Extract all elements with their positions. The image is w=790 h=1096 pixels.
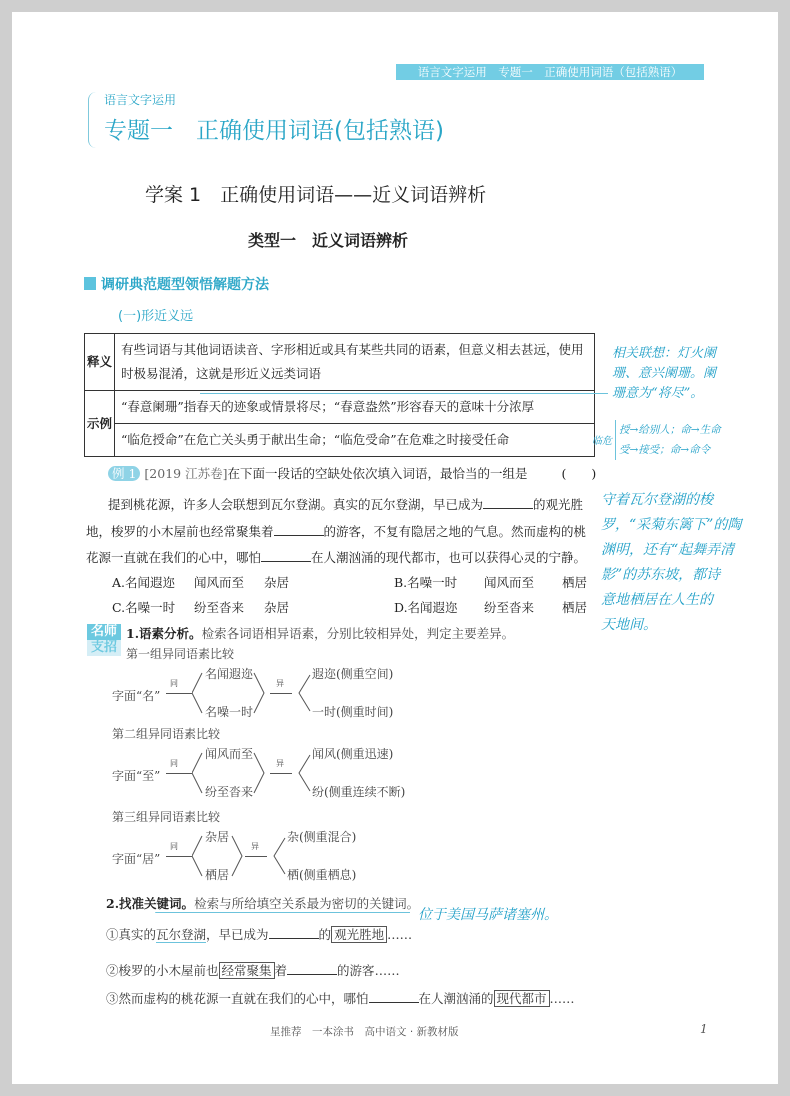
arrow-right-icon — [270, 693, 292, 694]
step-1: 1.语素分析。检索各词语相异语素，分别比较相异处，判定主要差异。 — [126, 626, 515, 641]
arrow-right-icon — [245, 856, 267, 857]
lesson-title: 学案 1 正确使用词语——近义词语辨析 — [145, 184, 487, 206]
chapter-title: 专题一 正确使用词语(包括熟语) — [104, 118, 444, 144]
result-2: 栖(侧重栖息) — [287, 868, 357, 882]
example-badge: 例 1 — [108, 466, 140, 481]
note-arrow-2 — [155, 912, 410, 913]
page-number: 1 — [700, 1022, 708, 1036]
same-label: 同 — [170, 759, 178, 768]
chapter-part: 语言文字运用 — [104, 93, 177, 107]
keyword-2: ②梭罗的小木屋前也 经常聚集 着 的游客…… — [106, 963, 400, 978]
note-line: 授→给别人；命→生命 — [619, 424, 721, 436]
group-root: 字面“名” — [112, 689, 161, 703]
def-line: 时极易混淆，这就是形近义远类词语 — [121, 366, 322, 381]
note-line: 珊、意兴阑珊。阑 — [612, 366, 717, 381]
word-2: 纷至沓来 — [205, 785, 254, 799]
option-c[interactable]: C.名噪一时 — [112, 600, 176, 615]
note-line: 受→接受；命→命令 — [619, 444, 711, 456]
example-question — [108, 464, 596, 482]
note-line: 守着瓦尔登湖的梭 — [601, 492, 713, 508]
blank — [261, 549, 311, 562]
keyword-box: 观光胜地 — [331, 926, 387, 943]
tips-badge: 名师 支招 — [87, 624, 121, 656]
note-line: 渊明，还有“起舞弄清 — [601, 542, 735, 558]
keyword-box: 经常聚集 — [219, 962, 275, 979]
arrow-right-icon — [270, 773, 292, 774]
word-2: 名噪一时 — [205, 705, 254, 719]
def-label: 释义 — [85, 334, 115, 391]
diff-label: 异 — [251, 842, 259, 851]
note-location: 位于美国马萨诸塞州。 — [418, 907, 558, 923]
type-heading: 类型一 近义词语辨析 — [248, 231, 409, 250]
keyword-3: ③然而虚构的桃花源一直就在我们的心中，哪怕 在人潮汹涌的 现代都市 …… — [106, 991, 575, 1006]
def-line: 有些词语与其他词语读音、字形相近或具有某些共同的语素，但意义相去甚远，使用 — [121, 342, 584, 357]
note-line: 天地间。 — [601, 617, 657, 633]
passage: 提到桃花源，许多人会联想到瓦尔登湖。真实的瓦尔登湖，早已成为 的观光胜 地，梭罗的小木屋前也经常聚集着 的游客，不复有隐居之地的气息。然而虚构的桃 花源一直就在我们的心中，哪怕 在人潮汹涌的现代都市，也可以获得心灵的宁静。 — [86, 497, 587, 565]
blank — [274, 523, 324, 536]
word-1: 闻风而至 — [205, 747, 254, 761]
arrow-left-icon — [166, 773, 192, 774]
example-1: “春意阑珊”指春天的迹象或情景将尽；“春意盎然”形容春天的意味十分浓厚 — [115, 391, 595, 424]
example-2: “临危授命”在危亡关头勇于献出生命；“临危受命”在危难之时接受任命 — [115, 424, 595, 457]
group-root: 字面“至” — [112, 769, 161, 783]
subsection-heading: (一)形近义远 — [118, 309, 194, 324]
word-1: 名闻遐迩 — [205, 667, 254, 681]
options: A.名闻遐迩 闻风而至 杂居 B.名噪一时 闻风而至 栖居 C.名噪一时 纷至沓来 杂居 D.名闻遐迩 纷至沓来 栖居 — [112, 570, 587, 620]
note-line: 罗，“采菊东篱下”的陶 — [601, 517, 742, 533]
result-1: 闻风(侧重迅速) — [312, 747, 394, 761]
group-title: 第一组异同语素比较 — [126, 647, 235, 661]
word-1: 杂居 — [205, 830, 230, 844]
same-label: 同 — [170, 842, 178, 851]
arrow-left-icon — [166, 693, 192, 694]
word-2: 栖居 — [205, 868, 230, 882]
footer-text: 星推荐 一本涂书 高中语文 · 新教材版 — [270, 1026, 459, 1038]
note-thoreau — [601, 488, 741, 638]
arrow-left-icon — [166, 856, 192, 857]
branch-icon — [273, 836, 287, 880]
note-arrow — [200, 393, 608, 394]
question-text: 在下面一段话的空缺处依次填入词语，最恰当的一组是 — [227, 466, 528, 481]
result-2: 一时(侧重时间) — [312, 705, 394, 719]
chapter-bracket — [88, 92, 97, 148]
result-2: 纷(侧重连续不断) — [312, 785, 406, 799]
option-a[interactable]: A.名闻遐迩 — [112, 575, 176, 590]
result-1: 杂(侧重混合) — [287, 830, 357, 844]
diff-label: 异 — [276, 679, 284, 688]
keyword-box: 现代都市 — [494, 990, 550, 1007]
group-title: 第三组异同语素比较 — [112, 810, 221, 824]
branch-icon — [298, 673, 312, 717]
option-d[interactable]: D.名闻遐迩 — [394, 600, 458, 615]
note-line: 影”的苏东坡，都诗 — [601, 567, 721, 583]
diff-label: 异 — [276, 759, 284, 768]
section-marker-icon — [84, 277, 96, 290]
note-linwei-label: 临危 — [592, 436, 612, 447]
branch-icon — [298, 753, 312, 797]
note-line: 相关联想：灯火阑 — [612, 346, 717, 361]
blank — [483, 496, 533, 509]
answer-paren: ( ) — [561, 466, 597, 481]
group-title: 第二组异同语素比较 — [112, 727, 221, 741]
example-label: 示例 — [85, 391, 115, 457]
note-linwei — [615, 420, 721, 460]
running-header: 语言文字运用 专题一 正确使用词语（包括熟语） — [396, 64, 704, 80]
option-b[interactable]: B.名噪一时 — [394, 575, 458, 590]
step-2: 2.找准关键词。检索与所给填空关系最为密切的关键词。 — [106, 896, 420, 911]
section-heading: 调研典范题型领悟解题方法 — [101, 277, 269, 293]
def-text — [115, 334, 595, 391]
definition-table — [84, 333, 595, 457]
same-label: 同 — [170, 679, 178, 688]
keyword-1: ①真实的瓦尔登湖，早已成为 的 观光胜地 …… — [106, 927, 413, 942]
note-lanshan — [612, 344, 716, 404]
example-source: [2019 江苏卷] — [144, 466, 228, 481]
result-1: 遐迩(侧重空间) — [312, 667, 394, 681]
group-root: 字面“居” — [112, 852, 161, 866]
note-line: 意地栖居在人生的 — [601, 592, 713, 608]
note-line: 珊意为“将尽”。 — [612, 386, 704, 401]
